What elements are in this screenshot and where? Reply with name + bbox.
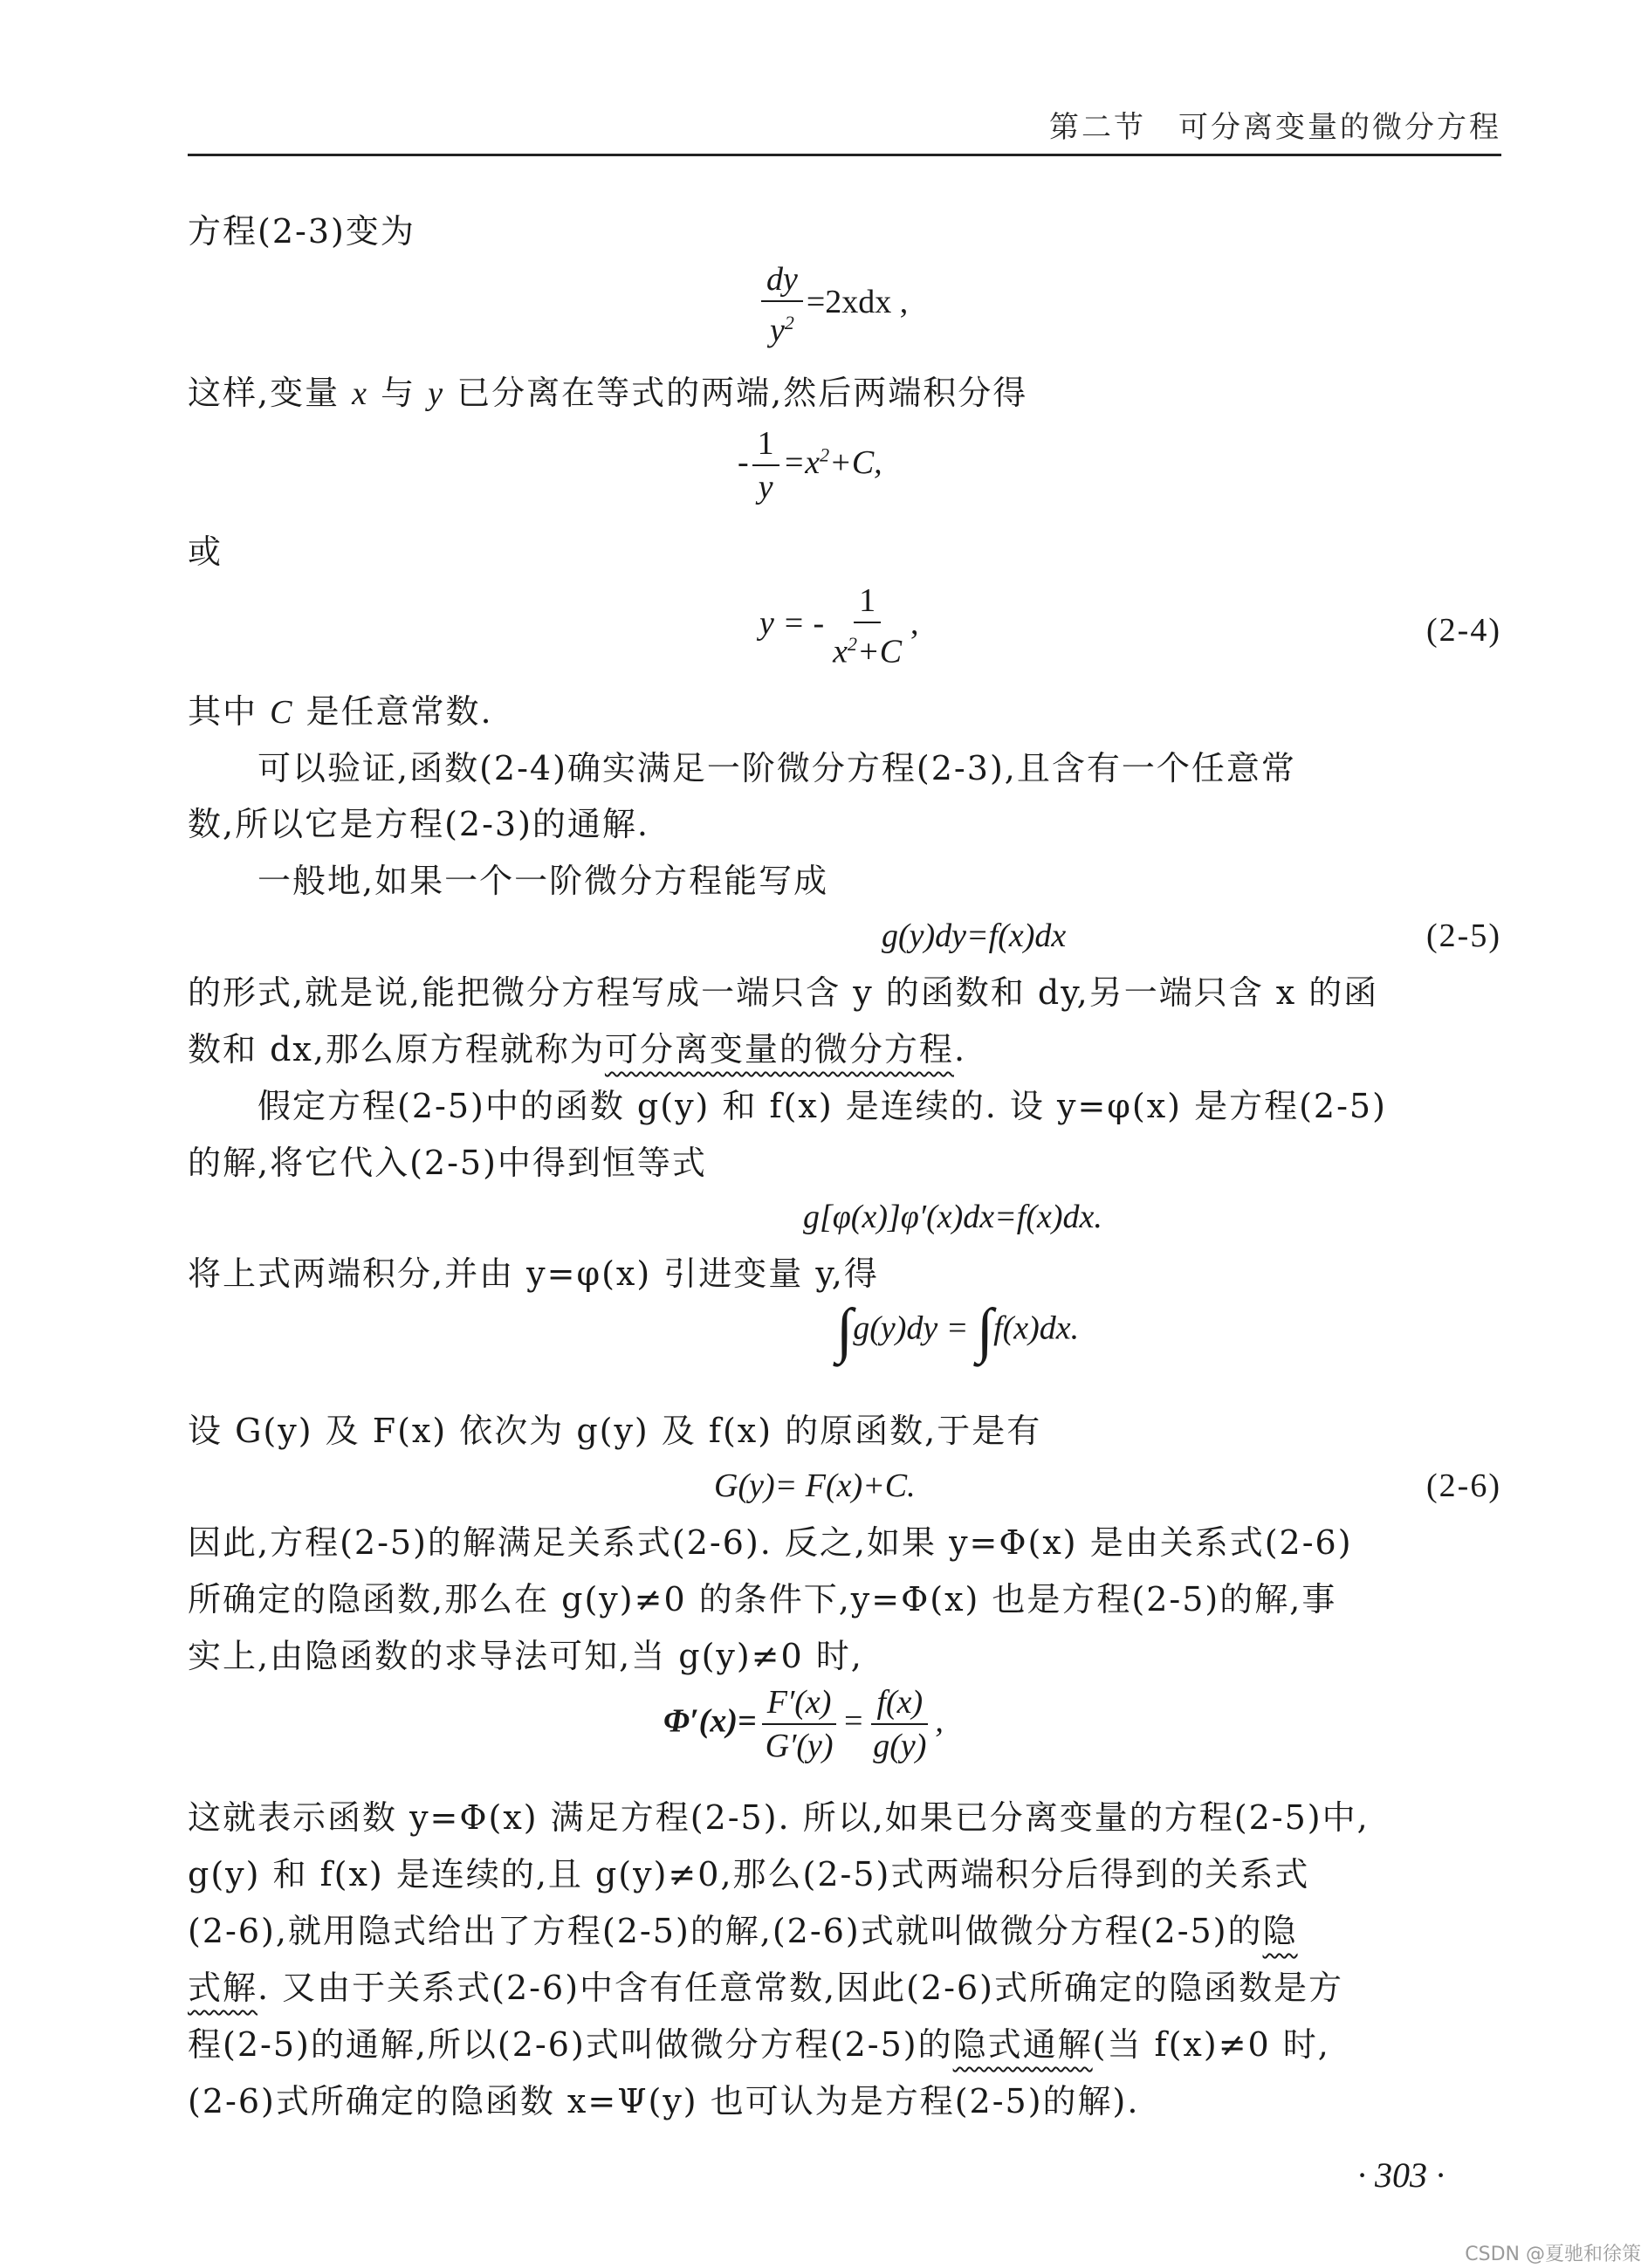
text-line: 可以验证,函数(2-4)确实满足一阶微分方程(2-3),且含有一个任意常 [258,749,1296,787]
text-line: 的形式,就是说,能把微分方程写成一端只含 y 的函数和 dy,另一端只含 x 的函 [188,973,1379,1012]
equation-derivative: Φ′(x)= $\frac{F'(x)}{G'(y)}$ = $\frac{f(x)}{g(y)}$ , [663,1684,944,1764]
text-line: 这样,变量 x 与 y 已分离在等式的两端,然后两端积分得 [188,374,1028,412]
text-line: 这就表示函数 y=Φ(x) 满足方程(2-5). 所以,如果已分离变量的方程(2-5)中, [188,1798,1370,1837]
text-line: 方程(2-3)变为 [188,212,415,251]
text-line: 实上,由隐函数的求导法可知,当 g(y)≠0 时, [188,1637,863,1675]
text-line: (2-6),就用隐式给出了方程(2-5)的解,(2-6)式就叫做微分方程(2-5)的隐 [188,1912,1298,1950]
equation-minus-one-over-y: - $\frac{1}{y}$ $=x^2+C$, [738,425,882,505]
watermark: CSDN @夏驰和徐策 [1465,2244,1641,2265]
text-line: 设 G(y) 及 F(x) 依次为 g(y) 及 f(x) 的原函数,于是有 [188,1412,1042,1450]
text-line: 因此,方程(2-5)的解满足关系式(2-6). 反之,如果 y=Φ(x) 是由关系式(2-6) [188,1523,1353,1562]
equation-integral: ∫g(y)dy = ∫f(x)dx. [836,1297,1080,1364]
emphasized-term: 隐 [1262,1912,1298,1950]
text-line: 数,所以它是方程(2-3)的通解. [188,805,650,843]
text-line: 所确定的隐函数,那么在 g(y)≠0 的条件下,y=Φ(x) 也是方程(2-5)的解,事 [188,1580,1337,1619]
section-header: 第二节 可分离变量的微分方程 [1049,110,1501,145]
text-line: 一般地,如果一个一阶微分方程能写成 [258,862,829,900]
text-line: (2-6)式所确定的隐函数 x=Ψ(y) 也可认为是方程(2-5)的解). [188,2082,1140,2120]
text-line: 式解. 又由于关系式(2-6)中含有任意常数,因此(2-6)式所确定的隐函数是方 [188,1969,1343,2007]
text-line: 假定方程(2-5)中的函数 g(y) 和 f(x) 是连续的. 设 y=φ(x) 是方程(2-5) [258,1087,1387,1125]
text-line: 将上式两端积分,并由 y=φ(x) 引进变量 y,得 [188,1254,879,1293]
emphasized-term: 式解 [188,1969,258,2007]
equation-label: (2-4) [1426,612,1501,649]
equation-label: (2-6) [1426,1467,1501,1504]
emphasized-term: 隐式通解 [952,2025,1093,2064]
text-line: 程(2-5)的通解,所以(2-6)式叫做微分方程(2-5)的隐式通解(当 f(x)≠0 时, [188,2025,1330,2064]
text-line: 或 [188,533,223,571]
equation-label: (2-5) [1426,918,1501,954]
header-rule [188,154,1501,156]
page-number: · 303 · [1357,2155,1445,2195]
text-line: 数和 dx,那么原方程就称为可分离变量的微分方程. [188,1030,967,1069]
equation-2-5: g(y)dy=f(x)dx [882,918,1067,954]
text-line: g(y) 和 f(x) 是连续的,且 g(y)≠0,那么(2-5)式两端积分后得到的关系式 [188,1855,1310,1893]
equation-2-6: G(y)= F(x)+C. [714,1467,916,1504]
text-line: 其中 C 是任意常数. [188,692,493,731]
equation-2-4: y = - $\frac{1}{x^2+C}$ , [759,582,919,670]
text-line: 的解,将它代入(2-5)中得到恒等式 [188,1144,707,1182]
equation-identity: g[φ(x)]φ′(x)dx=f(x)dx. [803,1199,1102,1235]
emphasized-term: 可分离变量的微分方程 [604,1030,954,1069]
equation-dy-over-y2: $\frac{dy}{y^2}$ =2xdx , [758,262,908,348]
